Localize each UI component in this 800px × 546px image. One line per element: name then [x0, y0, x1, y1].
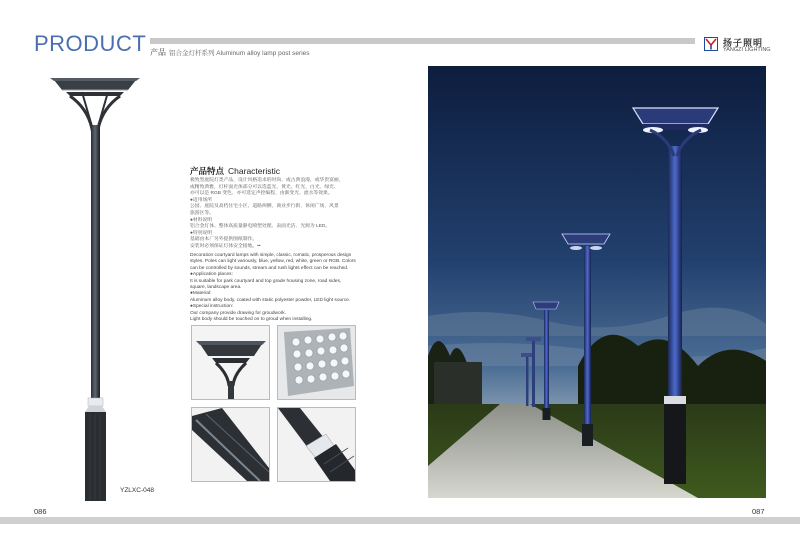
characteristic-text-en: Decoration courtyard lamps with simple, classic, romatic, prosperous design styles. Poles can light variously, blue, yellow, red, white, green or RGB. Colors can be controlled by sounds, stream and rush lights effect can be reached. ●Application places: It is suitable for park courtyard and top grade housing zone, road sides, square, landscape area. ●Material: Aluminum alloy body, coated with static polyester powder, LED light source. ●Special instruction: Our company provide drawing for groudwork. Light body should be touched on to groud when installing. — [190, 253, 356, 323]
footer-bar — [0, 517, 800, 524]
characteristic-heading — [190, 165, 280, 177]
header-divider — [150, 38, 695, 44]
night-scene-photo — [428, 66, 766, 498]
subtitle-series: 铝合金灯杆系列 Aluminum alloy lamp post series — [169, 50, 310, 57]
series-subtitle — [150, 47, 310, 58]
detail-led-module — [277, 325, 356, 400]
characteristic-title-en: Characteristic — [228, 166, 280, 176]
yangzi-logo-icon — [704, 37, 718, 51]
brand-logo — [704, 37, 771, 57]
characteristic-text-cn: 极致型庭院灯类产品，设计风格追求的时尚、或古典浪漫，或华贵富丽， 或精致典雅，灯杆面光体部分可以选蓝光、黄光、红光、白光、绿光、 亦可以是 RGB 变色、亦可选定声控编程、由渐变光、流水等效果。 ●适用场所 公园、庭院及高档住宅小区、道路两侧、商业步行街、休闲广场、风景 旅游区等。 ●材料说明 铝合金灯体、整体高质量静电喷塑处理、表面光洁、光源为 LED。 ●特别说明 基础由本厂另外提供图纸制作。 安装时必须保证灯体安全接地。•• — [190, 178, 344, 249]
page-title: PRODUCT — [34, 31, 147, 56]
lamp-post-illustration — [40, 70, 150, 505]
page-number-left: 086 — [34, 507, 47, 516]
characteristic-title-cn: 产品特点 — [190, 166, 225, 176]
logo-text-en: YANGZI LIGHTING — [723, 47, 771, 53]
detail-lamp-head — [191, 325, 270, 400]
product-model: YZLXC-048 — [120, 487, 154, 494]
page-number-right: 087 — [752, 507, 765, 516]
detail-pole-surface — [191, 407, 270, 482]
detail-pole-base — [277, 407, 356, 482]
logo-text-cn: 扬子照明 — [723, 38, 764, 48]
subtitle-cn: 产品 — [150, 48, 166, 57]
